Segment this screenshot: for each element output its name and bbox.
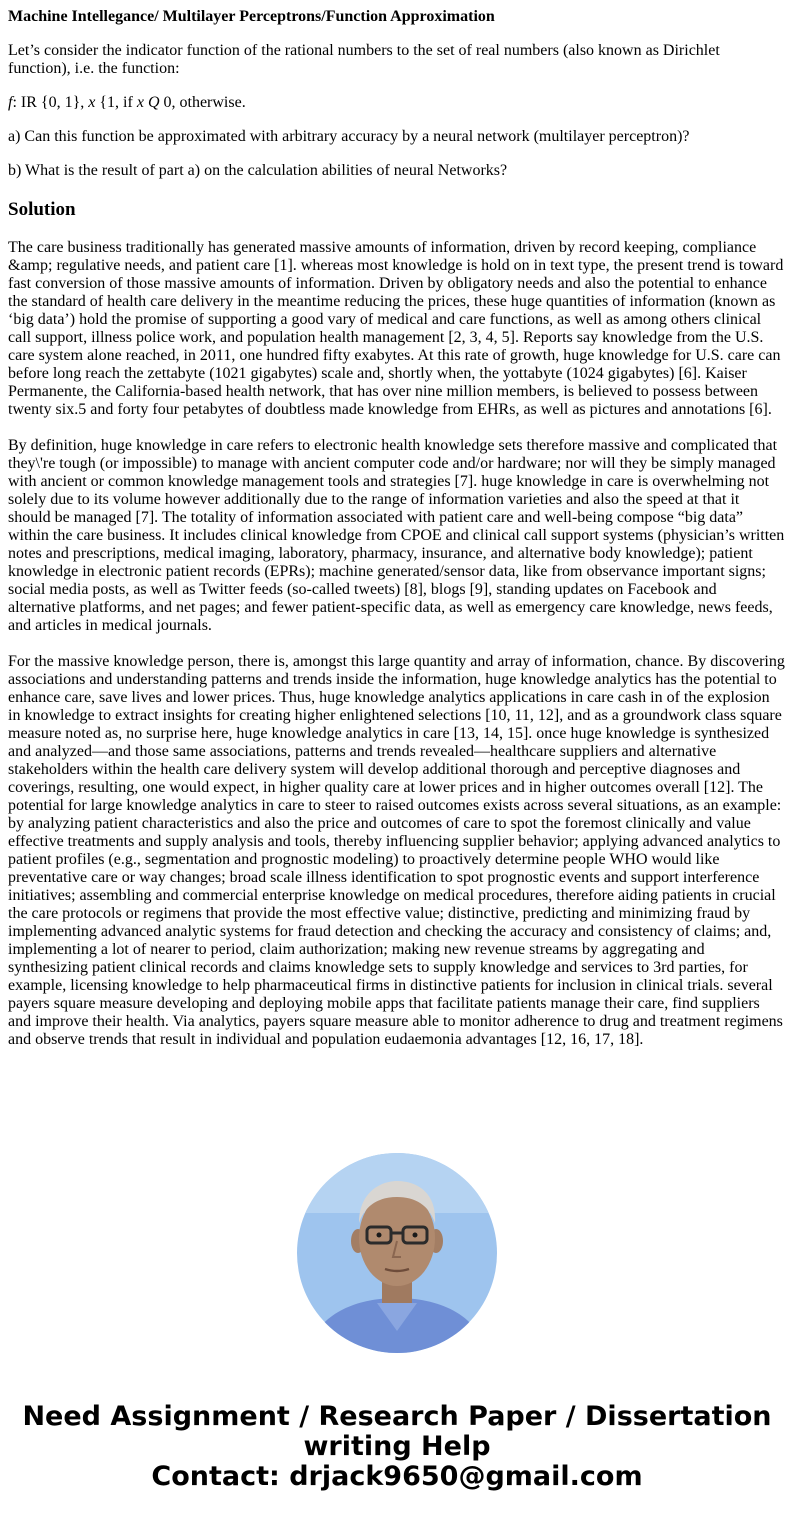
question-part-b: b) What is the result of part a) on the calculation abilities of neural Networks? bbox=[8, 162, 508, 179]
solution-paragraph-3: For the massive knowledge person, there is, amongst this large quantity and array of information, chance. By discovering associations and understanding patterns and trends inside the information, huge knowledge analytics has the potential to enhance care, save lives and lower prices. Thus, huge knowledge analytics applications in care cash in of the explosion in knowledge to extract insights for creating higher enlightened selections [10, 11, 12], and as a groundwork class square measure noted as, no surprise here, huge knowledge analytics in care [13, 14, 15]. once huge knowledge is synthesized and analyzed—and those same associations, patterns and trends revealed—healthcare suppliers and alternative stakeholders within the health care delivery system will develop additional thorough and perceptive diagnoses and coverings, resulting, one would expect, in higher quality care at lower prices and in higher outcomes overall [12]. The potential for large knowledge analytics in care to steer to raised outcomes exists across several situations, as an example: by analyzing patient characteristics and also the price and outcomes of care to spot the foremost clinically and value effective treatments and supply analysis and tools, thereby influencing supplier behavior; applying advanced analytics to patient profiles (e.g., segmentation and prognostic modeling) to proactively determine people WHO would like preventative care or way changes; broad scale illness identification to spot prognostic events and support interference initiatives; assembling and commercial enterprise knowledge on medical procedures, therefore aiding patients in crucial the care protocols or regimens that provide the most effective value; distinctive, predicting and minimizing fraud by implementing advanced analytic systems for fraud detection and checking the accuracy and consistency of claims; and, implementing a lot of nearer to period, claim authorization; making new revenue streams by aggregating and synthesizing patient clinical records and claims knowledge sets to supply knowledge and services to 3rd parties, for example, licensing knowledge to help pharmaceutical firms in distinctive patients for inclusion in clinical trials. several payers square measure developing and deploying mobile apps that facilitate patients manage their care, find suppliers and improve their health. Via analytics, payers square measure able to monitor adherence to drug and treatment regimens and observe trends that result in individual and population eudaemonia advantages [12, 16, 17, 18]. bbox=[8, 653, 785, 1048]
solution-paragraph-1: The care business traditionally has generated massive amounts of information, driven by record keeping, compliance &amp; regulative needs, and patient care [1]. whereas most knowledge is hold on in text type, the present trend is toward fast conversion of those massive amounts of information. Driven by obligatory needs and also the potential to enhance the standard of health care delivery in the meantime reducing the prices, these huge quantities of information (known as ‘big data’) hold the promise of supporting a good vary of medical and care functions, as well as among others clinical call support, illness police work, and population health management [2, 3, 4, 5]. Reports say knowledge from the U.S. care system alone reached, in 2011, one hundred fifty exabytes. At this rate of growth, huge knowledge for U.S. care can before long reach the zettabyte (1021 gigabytes) scale and, shortly when, the yottabyte (1024 gigabytes) [6]. Kaiser Permanente, the California-based health network, that has over nine million members, is believed to possess between twenty six.5 and forty four petabytes of doubtless made knowledge from EHRs, as well as pictures and annotations [6]. bbox=[8, 239, 784, 418]
function-text-c: 0, otherwise. bbox=[159, 94, 246, 111]
function-text-a: : IR {0, 1}, bbox=[12, 94, 89, 111]
function-symbol-x: x bbox=[88, 94, 96, 111]
banner-line-2: writing Help bbox=[303, 1431, 491, 1462]
solution-heading: Solution bbox=[8, 199, 76, 220]
avatar-portrait-image bbox=[297, 1153, 497, 1353]
function-definition bbox=[8, 94, 786, 112]
function-text-b: {1, if bbox=[95, 94, 137, 111]
function-symbol-x2: x bbox=[136, 94, 144, 111]
question-intro: Let’s consider the indicator function of the rational numbers to the set of real numbers (also known as Dirichlet function), i.e. the function: bbox=[8, 42, 720, 77]
solution-paragraph-2: By definition, huge knowledge in care refers to electronic health knowledge sets therefore massive and complicated that they\'re tough (or impossible) to manage with ancient computer code and/or hardware; nor will they be simply managed with ancient or common knowledge management tools and strategies [7]. huge knowledge in care is overwhelming not solely due to its volume however additionally due to the range of information varieties and also the speed at that it should be managed [7]. The totality of information associated with patient care and well-being compose “big data” within the care business. It includes clinical knowledge from CPOE and clinical call support systems (physician’s written notes and prescriptions, medical imaging, laboratory, pharmacy, insurance, and alternative body knowledge); patient knowledge in electronic patient records (EPRs); machine generated/sensor data, like from observance important signs; social media posts, as well as Twitter feeds (so-called tweets) [8], blogs [9], standing updates on Facebook and alternative platforms, and net pages; and fewer patient-specific data, as well as emergency care knowledge, news feeds, and articles in medical journals. bbox=[8, 437, 785, 634]
function-symbol-q: Q bbox=[147, 94, 160, 111]
question-part-a: a) Can this function be approximated with arbitrary accuracy by a neural network (multilayer perceptron)? bbox=[8, 128, 690, 145]
question-title: Machine Intellegance/ Multilayer Perceptrons/Function Approximation bbox=[8, 8, 495, 25]
help-banner bbox=[0, 1402, 794, 1492]
page-content bbox=[8, 0, 786, 1049]
banner-contact-line: Contact: drjack9650@gmail.com bbox=[151, 1461, 643, 1492]
function-symbol-f: f bbox=[8, 94, 13, 111]
author-avatar bbox=[297, 1153, 497, 1353]
banner-line-1: Need Assignment / Research Paper / Dissertation bbox=[22, 1401, 772, 1432]
